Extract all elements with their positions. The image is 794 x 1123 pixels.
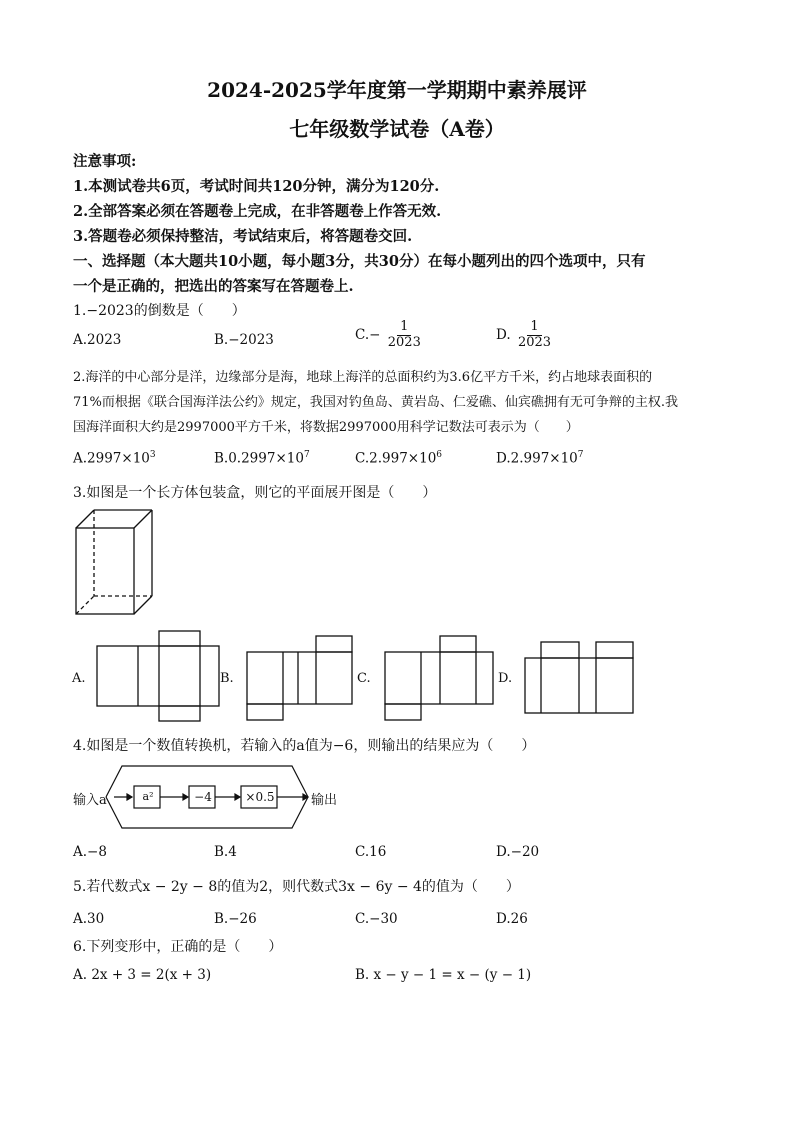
q2-option-c [355,450,442,467]
q1-option-c-numerator: 1 [397,320,411,336]
question-2-stem-line-2: 71%而根据《联合国海洋法公约》规定，我国对钓鱼岛、黄岩岛、仁爱礁、仙宾礁拥有无可争辩的主权.我 [73,395,679,410]
q2-option-b-base: B.0.2997×10 [214,450,304,467]
q4-option-c: C.16 [355,844,387,860]
q5-option-c: C.−30 [355,911,398,927]
question-5-stem: 5.若代数式x − 2y − 8的值为2，则代数式3x − 6y − 4的值为（ ） [73,879,520,895]
section-1-instructions-line-2: 一个是正确的，把选出的答案写在答题卷上. [73,278,354,295]
question-6-stem: 6.下列变形中，正确的是（ ） [73,939,283,955]
section-1-instructions-line-1: 一、选择题（本大题共10小题，每小题3分，共30分）在每小题列出的四个选项中，只有 [73,253,646,270]
net-b-figure [246,635,354,721]
machine-op-subtract: −4 [194,790,212,804]
net-c-label: C. [357,671,371,686]
machine-op-multiply: ×0.5 [245,790,275,804]
q2-option-d-base: D.2.997×10 [496,450,578,467]
note-item-2: 2.全部答案必须在答题卷上完成，在非答题卷上作答无效. [73,203,442,220]
q4-option-d: D.−20 [496,844,540,860]
q1-option-b: B.−2023 [214,332,274,348]
q2-option-c-base: C.2.997×10 [355,450,437,467]
machine-input-label: 输入a [73,793,107,808]
q1-option-d-fraction [515,320,554,351]
q1-option-c-denominator: 2023 [387,334,421,350]
q1-option-c-fraction [385,320,424,351]
net-b-label: B. [220,671,234,686]
cuboid-figure [74,508,154,618]
q1-option-d [496,320,554,351]
q5-option-a: A.30 [73,911,105,927]
question-3-stem: 3.如图是一个长方体包装盒，则它的平面展开图是（ ） [73,485,437,501]
machine-output-label: 输出 [311,793,338,808]
note-item-1: 1.本测试卷共6页，考试时间共120分钟，满分为120分. [73,178,440,195]
q4-option-a: A.−8 [73,844,107,860]
page-title: 2024-2025学年度第一学期期中素养展评 [207,78,587,102]
q1-option-c-prefix: C.− [355,326,381,343]
net-d-label: D. [498,671,513,686]
q1-option-a: A.2023 [73,332,122,348]
q1-option-d-numerator: 1 [527,320,541,336]
net-d-figure [524,641,636,715]
machine-op-square: a² [142,790,154,803]
q2-option-b-exponent: 7 [303,450,310,460]
q2-option-a-exponent: 3 [149,450,156,460]
q2-option-d [496,450,584,467]
q5-option-b: B.−26 [214,911,257,927]
net-a-figure [96,630,220,722]
q5-option-d: D.26 [496,911,528,927]
note-item-3: 3.答题卷必须保持整洁，考试结束后，将答题卷交回. [73,228,413,245]
q2-option-a-base: A.2997×10 [73,450,150,467]
q4-option-b: B.4 [214,844,237,860]
net-c-figure [384,635,496,721]
question-4-stem: 4.如图是一个数值转换机，若输入的a值为−6，则输出的结果应为（ ） [73,738,536,754]
q2-option-a [73,450,156,467]
question-2-stem-line-1: 2.海洋的中心部分是洋，边缘部分是海，地球上海洋的总面积约为3.6亿平方千米，约占地球表面积的 [73,370,653,385]
q2-option-b [214,450,310,467]
q1-option-c [355,320,424,351]
page-subtitle: 七年级数学试卷（A卷） [289,117,505,141]
q1-option-d-denominator: 2023 [517,334,552,350]
q6-option-a: A. 2x + 3 = 2(x + 3) [73,967,212,983]
net-a-label: A. [72,671,86,686]
q2-option-c-exponent: 6 [436,450,443,460]
question-1-stem: 1.−2023的倒数是（ ） [73,303,246,319]
question-2-stem-line-3: 国海洋面积大约是2997000平方千米，将数据2997000用科学记数法可表示为（ ） [73,420,579,435]
q1-option-d-prefix: D. [496,326,511,343]
q2-option-d-exponent: 7 [577,450,584,460]
q6-option-b: B. x − y − 1 = x − (y − 1) [355,967,532,983]
notes-heading: 注意事项: [73,153,137,170]
